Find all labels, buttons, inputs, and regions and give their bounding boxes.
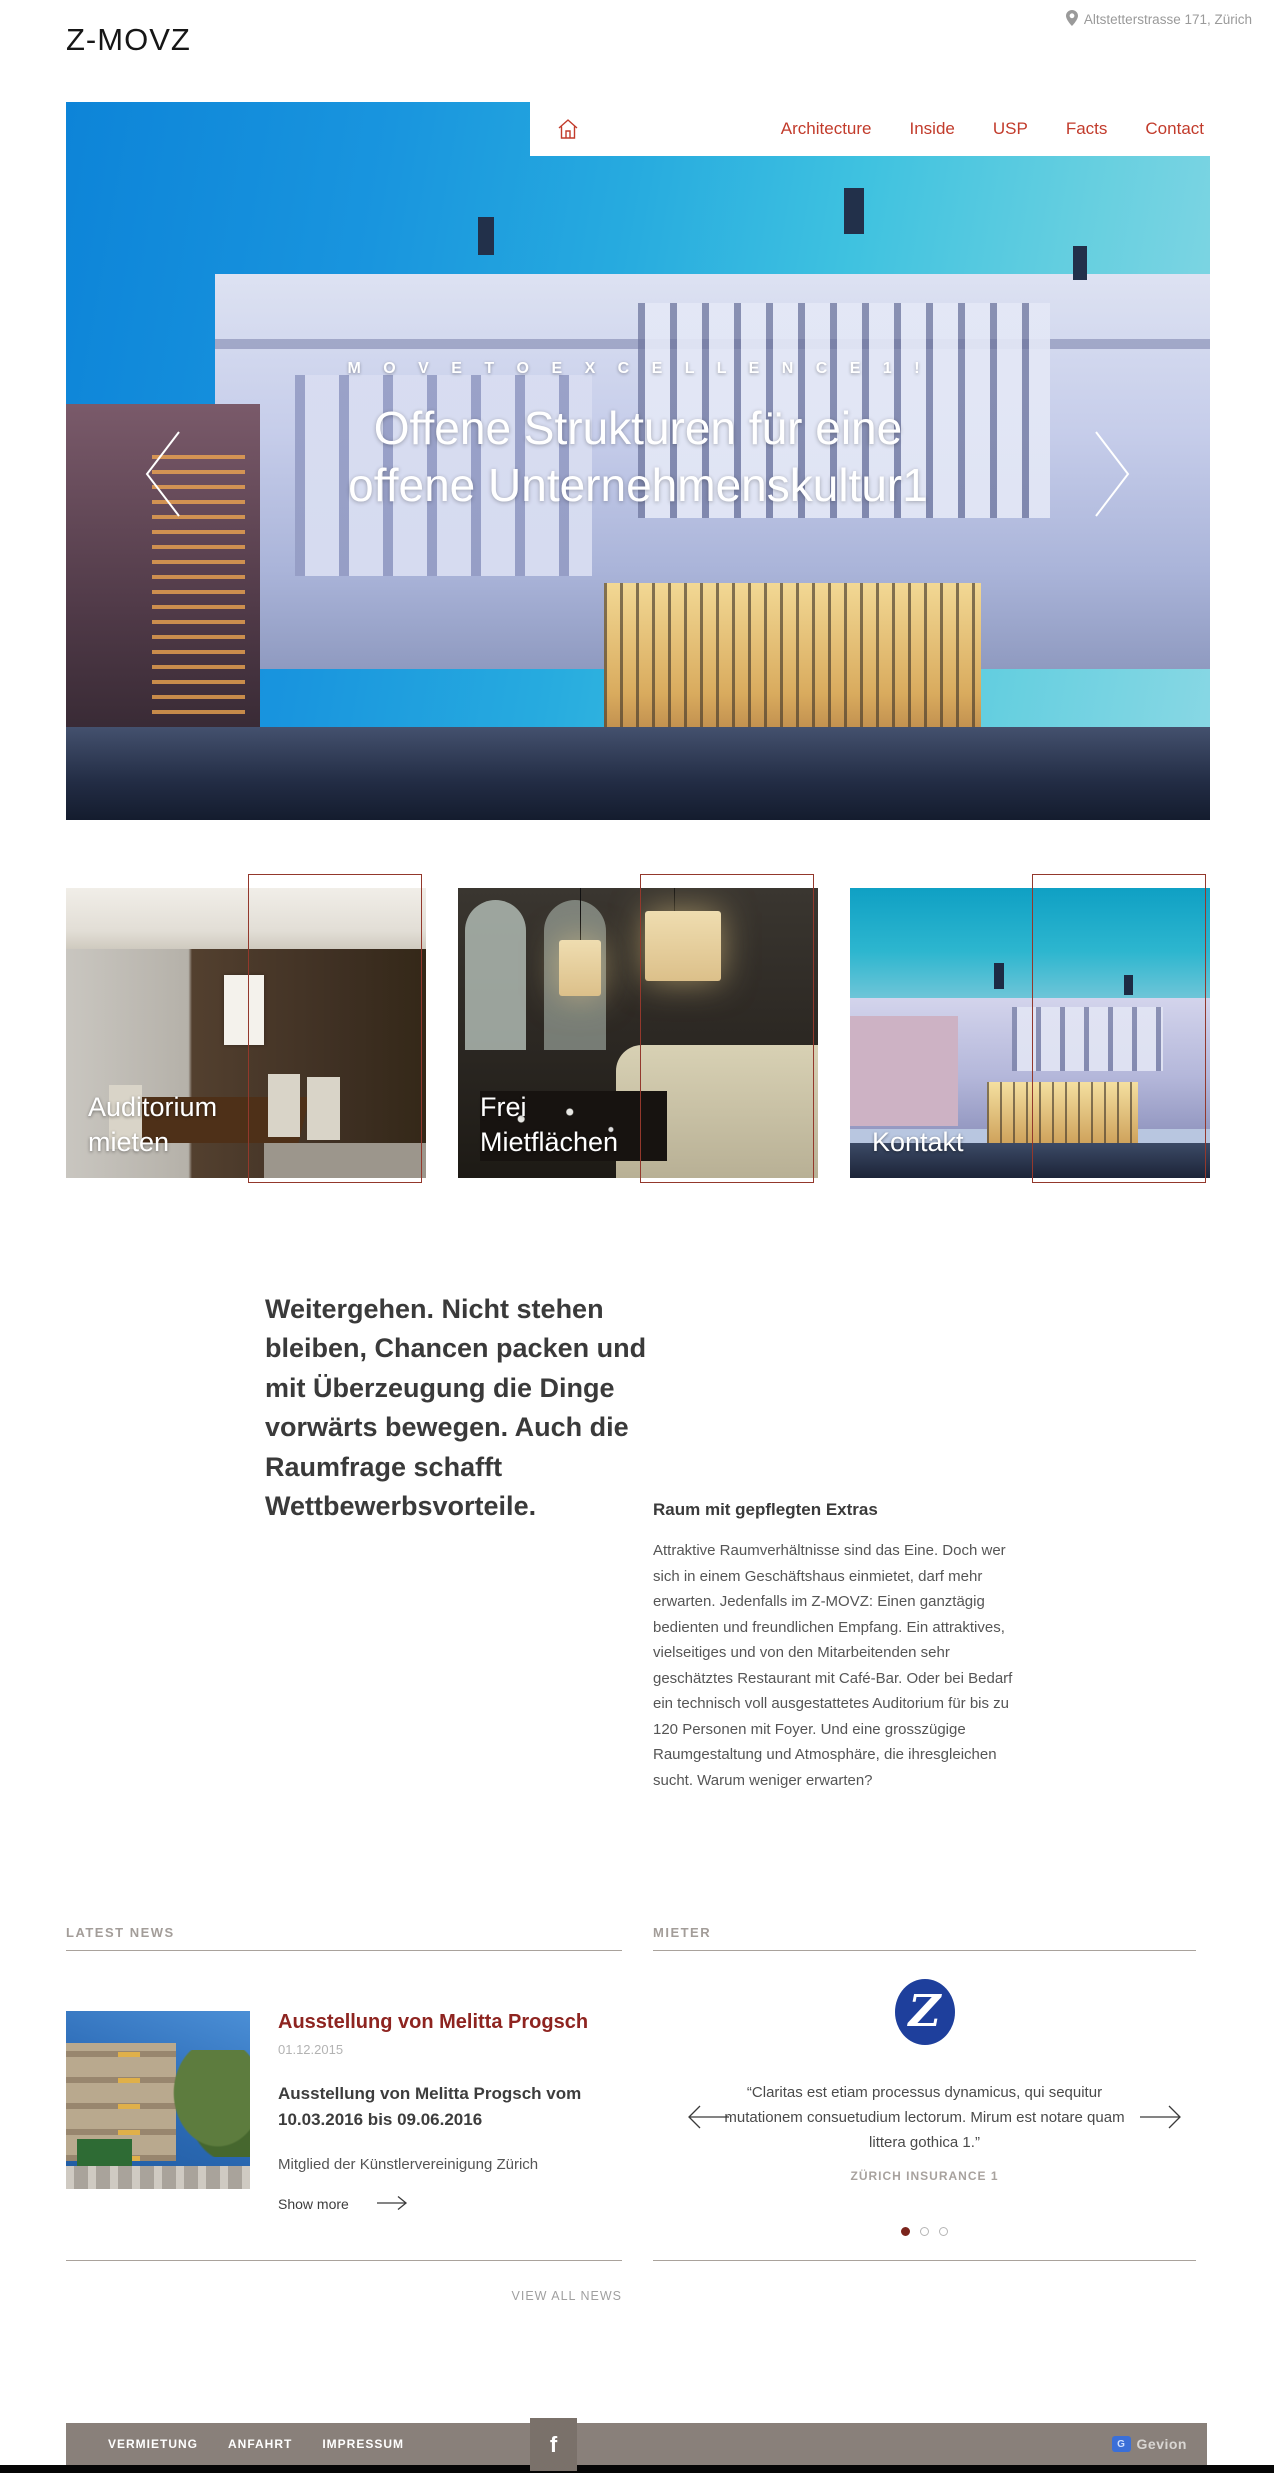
- address: [1066, 10, 1252, 29]
- gevion-logo[interactable]: [1112, 2423, 1187, 2465]
- card-auditorium-mieten[interactable]: [66, 888, 426, 1178]
- teaser-cards: [66, 888, 1210, 1178]
- divider: [66, 1950, 622, 1951]
- card-label: Auditorium mieten: [88, 1091, 218, 1157]
- latest-news-label: LATEST NEWS: [66, 1925, 175, 1940]
- extras-body: Attraktive Raumverhältnisse sind das Eine. Doch wer sich in einem Geschäftshaus einmietet, darf mehr erwarten. Jedenfalls im Z-MOVZ: Einen ganztägig bedienten und freundlichen Empfang. Ein attraktives, vielseitiges und von den Mitarbeitenden sehr geschätztes Restaurant mit Café-Bar. Oder bei Bedarf ein technisch voll ausgestattetes Auditorium für bis zu 120 Personen mit Foyer. Und eine grosszügige Raumgestaltung und Atmosphäre, die ihresgleichen sucht. Warum weniger erwarten?: [653, 1542, 1013, 1789]
- footer-bottom-strip: [0, 2465, 1274, 2473]
- news-body: Mitglied der Künstlervereinigung Zürich: [278, 2155, 539, 2173]
- hero-title-line2: offene Unternehmenskultur1: [348, 459, 928, 512]
- extras-block: [653, 1500, 1013, 1793]
- tenant-name: ZÜRICH INSURANCE 1: [850, 2169, 999, 2184]
- mieter-label: MIETER: [653, 1925, 712, 1940]
- hero-slider: [66, 102, 1210, 820]
- nav-item-architecture[interactable]: Architecture: [780, 119, 872, 138]
- card-label: Frei Mietflächen: [480, 1091, 619, 1157]
- view-all-news-link[interactable]: VIEW ALL NEWS: [511, 2288, 622, 2303]
- address-text: Altstetterstrasse 171, Zürich: [1083, 12, 1252, 27]
- home-icon[interactable]: [556, 117, 580, 141]
- nav-item-facts[interactable]: Facts: [1065, 119, 1108, 138]
- carousel-dot-1[interactable]: [901, 2227, 910, 2236]
- zurich-insurance-logo: Z: [895, 1979, 955, 2045]
- news-title[interactable]: Ausstellung von Melitta Progsch: [278, 2011, 589, 2033]
- footer-link-anfahrt[interactable]: ANFAHRT: [228, 2437, 293, 2451]
- hero-caption: [66, 360, 1210, 514]
- show-more-link[interactable]: [278, 2195, 622, 2214]
- news-article: [66, 2011, 622, 2214]
- text-columns: [0, 1178, 1274, 1878]
- hero-title: [66, 400, 1210, 514]
- hero-eyebrow: M O V E T O E X C E L L E N C E 1 !: [347, 360, 929, 377]
- card-kontakt[interactable]: [850, 888, 1210, 1178]
- gevion-icon: G: [1112, 2436, 1131, 2452]
- footer: [0, 2423, 1274, 2473]
- footer-link-impressum[interactable]: IMPRESSUM: [322, 2437, 405, 2451]
- news-subtitle: Ausstellung von Melitta Progsch vom 10.03.2016 bis 09.06.2016: [278, 2084, 582, 2130]
- chevron-left-icon[interactable]: [139, 426, 185, 527]
- intro-statement: Weitergehen. Nicht stehen bleiben, Chancen packen und mit Überzeugung die Dinge vorwärts bewegen. Auch die Raumfrage schafft Wettbewerbsvorteile.: [265, 1294, 647, 1522]
- footer-link-vermietung[interactable]: VERMIETUNG: [108, 2437, 199, 2451]
- arrow-left-icon[interactable]: [685, 2103, 731, 2136]
- news-date: 01.12.2015: [278, 2042, 344, 2057]
- card-frei-mietflaechen[interactable]: [458, 888, 818, 1178]
- news-thumbnail[interactable]: [66, 2011, 250, 2189]
- chevron-right-icon[interactable]: [1090, 426, 1136, 527]
- nav-links: [781, 119, 1210, 139]
- site-header: [0, 0, 1274, 102]
- news-mieter-section: [66, 1925, 1196, 2308]
- nav-item-contact[interactable]: Contact: [1145, 119, 1204, 138]
- divider: [66, 2260, 622, 2261]
- extras-heading: Raum mit gepflegten Extras: [653, 1500, 878, 1519]
- facebook-icon[interactable]: f: [530, 2418, 577, 2471]
- show-more-label: Show more: [278, 2196, 349, 2213]
- hero-title-line1: Offene Strukturen für eine: [373, 402, 903, 454]
- carousel-dots: [653, 2227, 1196, 2236]
- site-logo[interactable]: Z-MOVZ: [66, 22, 191, 57]
- tenant-quote: “Claritas est etiam processus dynamicus, qui sequitur mutationem consuetudium lectorum. Mirum est notare quam littera gothica 1.”: [724, 2084, 1125, 2151]
- divider: [653, 2260, 1196, 2261]
- arrow-right-icon[interactable]: [1138, 2103, 1184, 2136]
- footer-links: [66, 2437, 404, 2451]
- latest-news-column: [66, 1925, 622, 2308]
- news-article-text: [278, 2011, 622, 2214]
- main-nav: [530, 102, 1210, 156]
- arrow-right-icon: [375, 2195, 409, 2214]
- mieter-column: [653, 1925, 1196, 2308]
- carousel-dot-3[interactable]: [939, 2227, 948, 2236]
- card-label: Kontakt: [872, 1126, 964, 1157]
- footer-bar: [66, 2423, 1207, 2465]
- carousel-dot-2[interactable]: [920, 2227, 929, 2236]
- nav-item-usp[interactable]: USP: [992, 119, 1028, 138]
- gevion-text: Gevion: [1136, 2436, 1187, 2452]
- map-pin-icon: [1066, 10, 1078, 29]
- divider: [653, 1950, 1196, 1951]
- nav-item-inside[interactable]: Inside: [909, 119, 955, 138]
